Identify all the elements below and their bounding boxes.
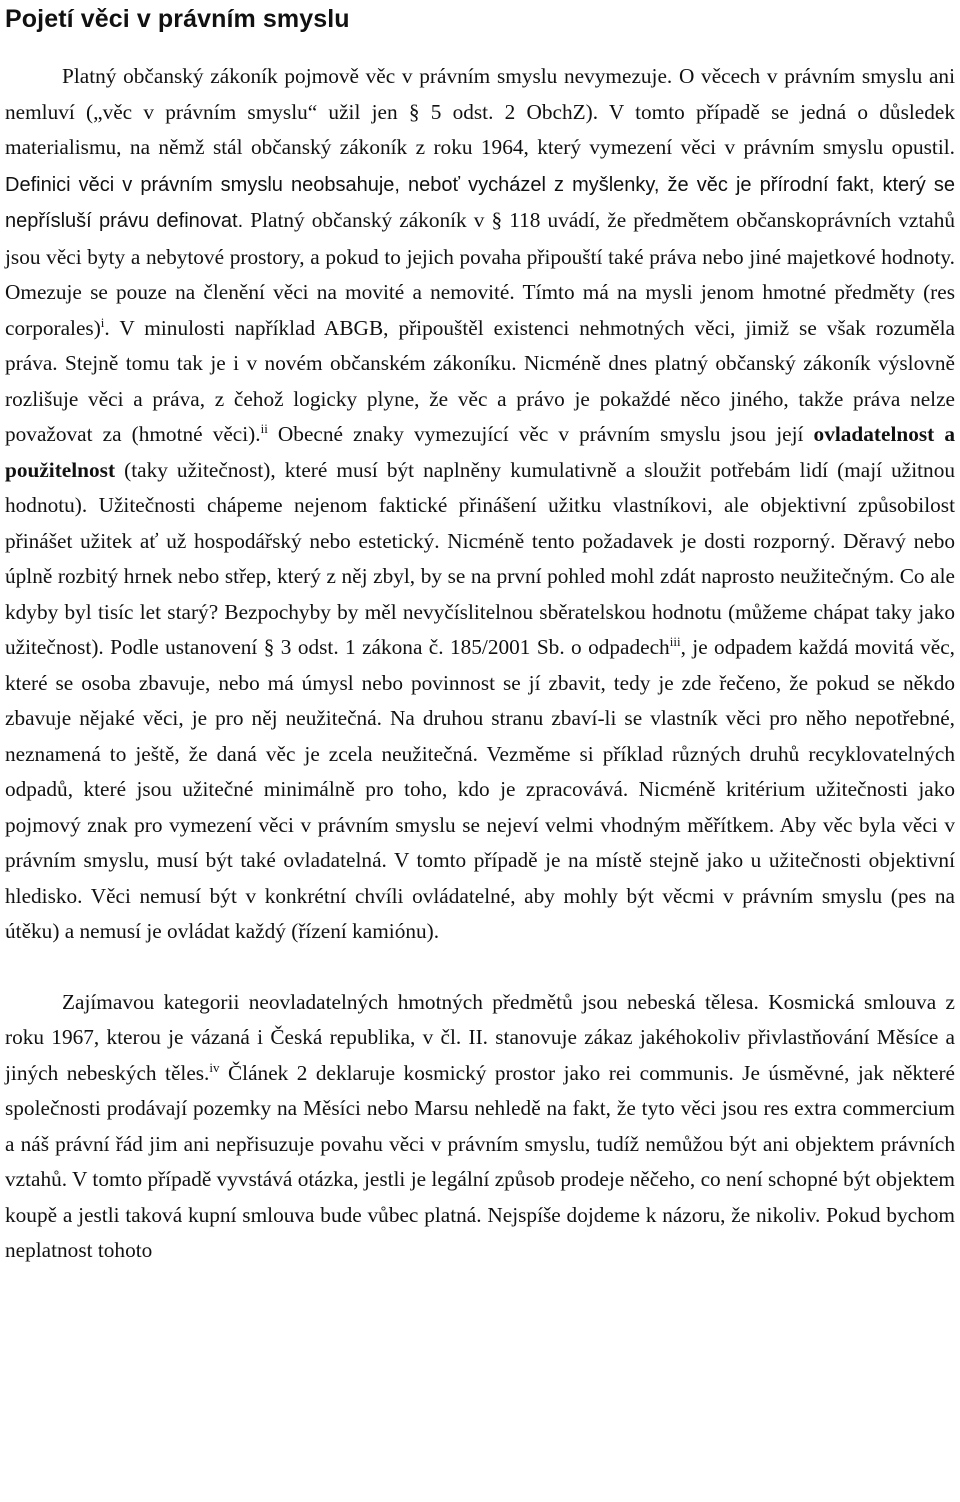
text-segment: Článek 2 deklaruje kosmický prostor jako rei communis. Je úsměvné, jak některé společnosti prodávají pozemky na Měsíci nebo Marsu nehledě na fakt, že tyto věci jsou res extra commercium a náš právní řád jim ani nepřisuzuje povahu věci v právním smyslu, tudíž nemůžou být ani objektem právních vztahů. V tomto případě vyvstává otázka, jestli je legální způsob prodeje něčeho, co není schopné být objektem koupě a jestli taková kupní smlouva bude vůbec platná. Nejspíše dojdeme k názoru, že nikoliv. Pokud bychom neplatnost tohoto xyxy=(5,1060,955,1262)
bold-term: ovladatelnost a použitelnost xyxy=(5,422,955,482)
text-segment: (taky užitečnost), které musí být naplněny kumulativně a sloužit potřebám lidí (mají užitnou hodnotu). Užitečnosti chápeme nejenom faktické přinášení užitku vlastníkovi, ale objektivní způsobilost přinášet užitek ať už hospodářský nebo estetický. Nicméně tento požadavek je dosti rozporný. Děravý nebo úplně rozbitý hrnek nebo střep, který z něj zbyl, by se na první pohled mohl zdát naprosto neužitečným. Co ale kdyby byl tisíc let starý? Bezpochyby by měl nevyčíslitelnou sběratelskou hodnotu (můžeme chápat taky jako užitečnost). Podle ustanovení § 3 odst. 1 zákona č. 185/2001 Sb. o odpadech xyxy=(5,457,955,659)
text-segment: Definici věci v právním smyslu neobsahuje, neboť vycházel z myšlenky, že věc je přírodní fakt, který se nepřísluší právu definovat. xyxy=(5,173,955,232)
paragraph-celestial-bodies xyxy=(5,985,955,1269)
section-title: Pojetí věci v právním smyslu xyxy=(5,5,350,33)
text-segment: Platný občanský zákoník pojmově věc v právním smyslu nevymezuje. O věcech v právním smyslu ani nemluví („věc v právním smyslu“ užil jen § 5 odst. 2 ObchZ). V tomto případě se jedná o důsledek materialismu, na němž stál občanský zákoník z roku 1964, který vymezení věci v právním smyslu opustil. xyxy=(5,64,955,159)
footnote-ref-iv: iv xyxy=(209,1059,220,1075)
text-segment: . V minulosti například ABGB, připouštěl existenci nehmotných věci, jimiž se však rozuměla práva. Stejně tomu tak je i v novém občanském zákoníku. Nicméně dnes platný občanský zákoník výslovně rozlišuje věci a práva, z čehož logicky plyne, že věc a právo je pokaždé něco jiného, takže práva nelze považovat za (hmotné věci). xyxy=(5,315,955,446)
footnote-ref-i: i xyxy=(100,314,105,330)
text-segment: Zajímavou kategorii neovladatelných hmotných předmětů jsou nebeská tělesa. Kosmická smlouva z roku 1967, kterou je vázaná i Česká republika, v čl. II. stanovuje zákaz jakéhokoliv přivlastňování Měsíce a jiných nebeských těles. xyxy=(5,989,955,1085)
text-segment: , je odpadem každá movitá věc, které se osoba zbavuje, nebo má úmysl nebo povinnost se jí zbavit, tedy je zde řečeno, že pokud se někdo zbavuje nějaké věci, je pro něj neužitečná. Na druhou stranu zbaví-li se vlastník věci pro něho nepotřebné, neznamená to ještě, že daná věc je zcela neužitečná. Vezměme si příklad různých druhů recyklovatelných odpadů, které jsou užitečné minimálně pro toho, kdo je zpracovává. Nicméně kritérium užitečnosti jako pojmový znak pro vymezení věci v právním smyslu se nejeví velmi vhodným měřítkem. Aby věc byla věci v právním smyslu, musí být také ovladatelná. V tomto případě je na místě stejně jako u užitečnosti objektivní hledisko. Věci nemusí být v konkrétní chvíli ovládatelné, aby mohly být věcmi v právním smyslu (pes na útěku) a nemusí je ovládat každý (řízení kamiónu). xyxy=(5,635,955,943)
footnote-ref-iii: iii xyxy=(669,634,681,649)
paragraph-definition xyxy=(5,59,955,950)
text-segment: Platný občanský zákoník v § 118 uvádí, že předmětem občanskoprávních vztahů jsou věci byty a nebytové prostory, a pokud to jejich povaha připouští také práva nebo jiné majetkové hodnoty. Omezuje se pouze na členění věci na movité a nemovité. Tímto má na mysli jenom hmotné předměty (res corporales) xyxy=(5,208,955,340)
text-segment: Obecné znaky vymezující věc v právním smyslu jsou její xyxy=(267,422,814,446)
footnote-ref-ii: ii xyxy=(260,421,268,436)
document-page xyxy=(5,0,955,1269)
